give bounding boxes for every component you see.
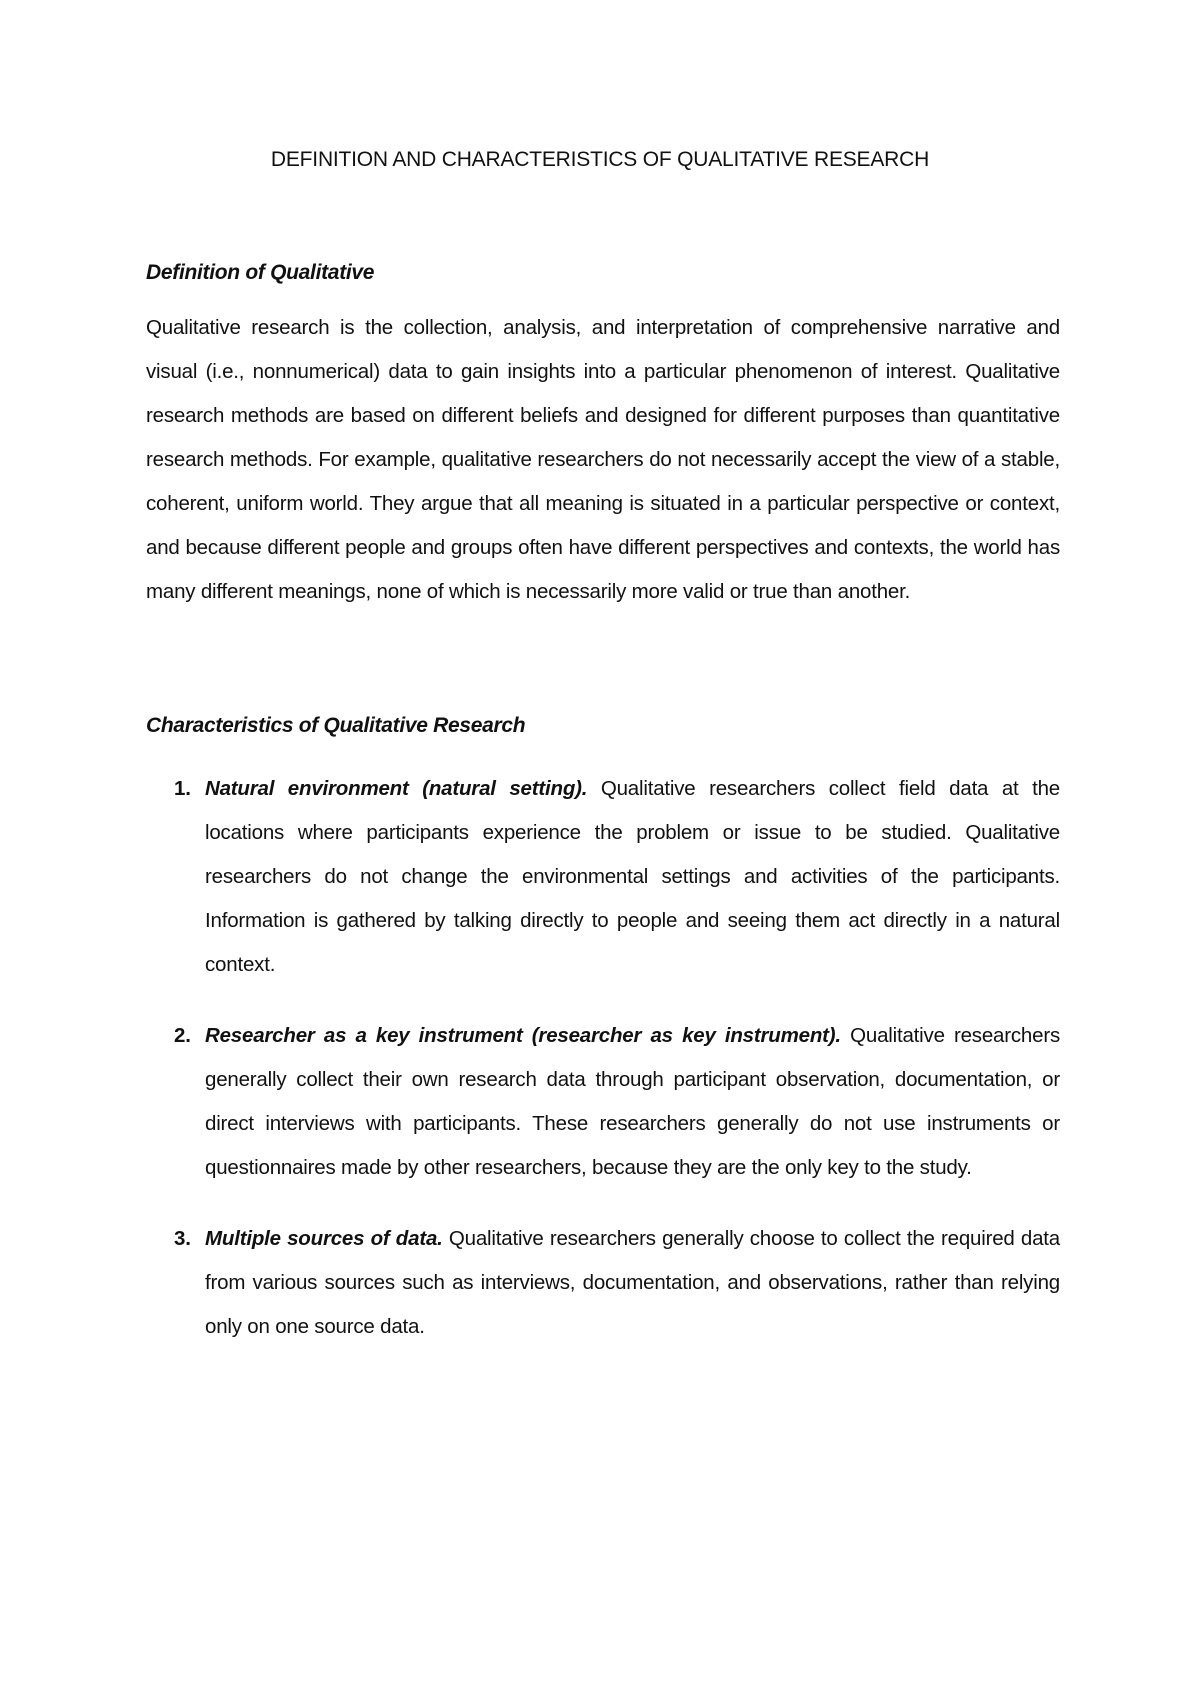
list-item [146,767,1060,987]
list-item-number: 3. [174,1227,191,1250]
list-item-title: Multiple sources of data. [205,1227,443,1250]
list-item-number: 1. [174,777,191,800]
list-item-text: Qualitative researchers collect field data at the locations where participants experience the problem or issue to be studied. Qualitative researchers do not change the environmental settings and activities of the participants. Information is gathered by talking directly to people and seeing them act directly in a natural context. [205,777,1061,976]
list-item [146,1014,1060,1190]
list-item-text: Qualitative researchers generally collect their own research data through participant observation, documentation, or direct interviews with participants. These researchers generally do not use instruments or questionnaires made by other researchers, because they are the only key to the study. [205,1024,1061,1179]
list-item-number: 2. [174,1024,191,1047]
list-item [146,1217,1060,1349]
definition-paragraph: Qualitative research is the collection, analysis, and interpretation of comprehensive narrative and visual (i.e., nonnumerical) data to gain insights into a particular phenomenon of interest. Qualitative research methods are based on different beliefs and designed for different purposes than quantitative research methods. For example, qualitative researchers do not necessarily accept the view of a stable, coherent, uniform world. They argue that all meaning is situated in a particular perspective or context, and because different people and groups often have different perspectives and contexts, the world has many different meanings, none of which is necessarily more valid or true than another. [146,316,1060,603]
characteristics-list [146,767,1060,1349]
list-item-text: Qualitative researchers generally choose to collect the required data from various sources such as interviews, documentation, and observations, rather than relying only on one source data. [205,1227,1060,1338]
document-title: DEFINITION AND CHARACTERISTICS OF QUALITATIVE RESEARCH [270,148,930,171]
section-heading-characteristics: Characteristics of Qualitative Research [146,714,526,737]
section-heading-definition: Definition of Qualitative [146,261,375,284]
list-item-title: Natural environment (natural setting). [205,777,588,800]
list-item-title: Researcher as a key instrument (researcher as key instrument). [205,1024,841,1047]
